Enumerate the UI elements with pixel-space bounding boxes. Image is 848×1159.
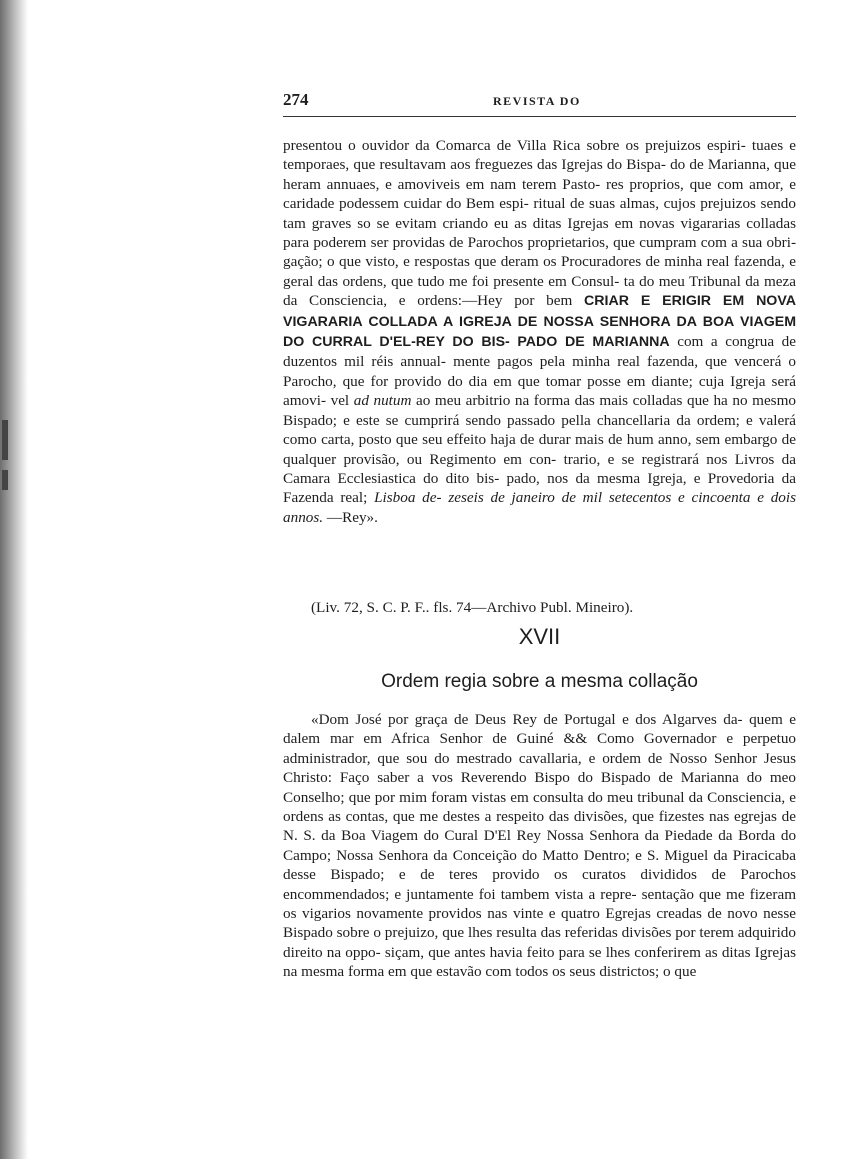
page-number: 274: [283, 90, 309, 109]
text-line: ao meu arbitrio na forma das mais colladas que ha no: [411, 392, 748, 410]
archive-citation: (Liv. 72, S. C. P. F.. fls. 74—Archivo Publ. Mineiro).: [311, 599, 634, 616]
text-line: ordem; e valerá como carta, posto que seu effeito haja de durar mais de: [283, 411, 796, 449]
text-line-caps: CRIAR E ERIGIR EM NOVA VIGARARIA COLLADA A IGREJA DE: [283, 293, 796, 330]
text-line: e perpetuo administrador, que sou do mestrado cavallaria, e ordem de: [283, 730, 797, 767]
latin-phrase: ad nutum: [353, 392, 412, 410]
text-line: «Dom José por graça de Deus Rey de Portugal e dos Algarves da-: [311, 711, 743, 728]
text-line: tuaes e temporaes, que resultavam aos freguezes das Igrejas do Bispa-: [283, 137, 796, 174]
text-line: hum anno, sem embargo de qualquer provisão, ou Regimento em con-: [283, 431, 797, 468]
text-line: do Campo; Nossa Senhora da Conceição do Matto Dentro; e S. Miguel: [283, 827, 797, 864]
text-line: provido do dia em que tomar posse em diante; cuja Igreja será amovi-: [283, 372, 797, 410]
text-line-caps: PADO DE MARIANNA: [517, 334, 670, 351]
text-line: vel: [330, 392, 354, 410]
paragraph-continued: [283, 136, 796, 527]
section-title: Ordem regia sobre a mesma collação: [381, 671, 698, 692]
text-line-caps: NOSSA SENHORA DA BOA VIAGEM DO CURRAL D'EL-REY DO BIS-: [283, 313, 797, 351]
text-line: do de Marianna, que heram annuaes, e amoviveis em nam terem Pasto-: [283, 156, 796, 193]
spine-mark: [2, 420, 8, 460]
text-line: ser providas de Parochos proprietarios, que cumpram com a sua obri-: [370, 234, 796, 252]
text-line: ritual de suas almas, cujos prejuizos sendo tam graves so se evitam: [283, 195, 796, 232]
section-numeral: XVII: [518, 624, 561, 649]
text-line: sentação que me fizeram os vigarios novamente providos nas vinte e: [283, 885, 797, 923]
page-header: [283, 90, 796, 117]
text-block-continued: [283, 136, 796, 527]
spine-mark: [2, 470, 8, 490]
text-line: quem e dalem mar em Africa Senhor de Guiné && Como Governador: [283, 711, 797, 748]
text-line: destes a respeito das divisões, que fizestes nas egrejas de N. S. da: [283, 808, 797, 845]
text-line: de Parochos encommendados; e juntamente foi tambem vista a repre-: [283, 866, 797, 903]
text-line: res proprios, que com amor, e caridade podessem cuidar do Bem espi-: [283, 175, 797, 213]
text-line: quatro Egrejas creadas de novo nesse Bispado sobre o prejuizo, que: [283, 905, 796, 942]
text-line: da Piracicaba desse Bispado; e de teres provido os curatos divididos: [283, 846, 796, 884]
text-line: Bispado de Marianna do meo Conselho; que por mim foram vistas em: [283, 769, 796, 806]
text-line: com a congrua de duzentos mil réis annual-: [283, 333, 797, 371]
text-line: na mesma forma em que estavão com todos os seus districtos; o que: [283, 963, 697, 981]
paragraph-royal-order: [283, 710, 796, 982]
date-italic: zeseis de janeiro de mil setecentos e cincoenta e dois annos.: [283, 489, 797, 526]
text-line: Boa Viagem do Cural D'El Rey Nossa Senhora da Piedade da Borda: [341, 827, 776, 845]
text-line: real fazenda, e geral das ordens, que tudo me foi presente em Consul-: [283, 253, 797, 290]
text-line: consulta do meu tribunal da Consciencia, e ordens as contas, que me: [283, 788, 797, 826]
text-line: —Rey».: [323, 508, 378, 526]
text-line: mente pagos pela minha real fazenda, que vencerá o Parocho, que for: [283, 353, 797, 390]
text-line: criando eu as ditas Igrejas em novas vigararias colladas para poderem: [283, 214, 796, 252]
text-block-order: [283, 710, 796, 982]
text-line: gação; o que visto, e respostas que deram os Procuradores de minha: [283, 253, 703, 271]
text-line: pado, nos da mesma Igreja, e Provedoria da Fazenda real;: [283, 469, 797, 507]
date-italic: Lisboa de-: [374, 489, 442, 507]
text-line: siçam, que antes havia feito para se lhes conferirem as ditas Igrejas: [384, 943, 796, 961]
book-spine-shadow: [0, 0, 28, 1159]
text-line: mesmo Bispado; e este se cumprirá sendo passado pella chancellaria da: [283, 392, 796, 429]
text-line: Nosso Senhor Jesus Christo: Faço saber a vos Reverendo Bispo do: [283, 749, 796, 787]
text-line: presentou o ouvidor da Comarca de Villa Rica sobre os prejuizos espiri-: [283, 137, 746, 154]
text-line: trario, e se registrará nos Livros da Camara Ecclesiastica do dito bis-: [283, 450, 797, 487]
running-head: REVISTA DO: [493, 94, 581, 108]
text-line: ta do meu Tribunal da meza da Consciencia, e ordens:—Hey por bem: [283, 272, 797, 310]
text-line: lhes resulta das referidas divisões por terem adquirido direito na oppo-: [283, 924, 796, 961]
